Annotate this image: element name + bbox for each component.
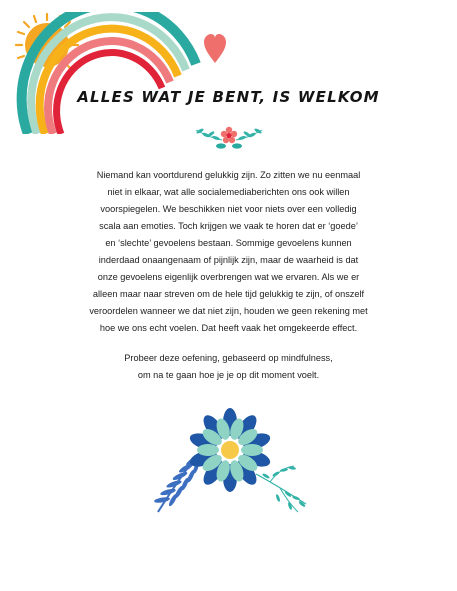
paragraph-line: alleen maar naar streven om de hele tijd gelukkig te zijn, of onszelf — [92, 289, 365, 299]
paragraph-line: scala aan emoties. Toch krijgen we vaak te horen dat er ‘goede’ — [99, 221, 358, 231]
rainbow-arcs — [22, 12, 196, 134]
paragraph-line: hoe we ons echt voelen. Dat heeft vaak het omgekeerde effect. — [99, 323, 358, 333]
paragraph-line: Niemand kan voortdurend gelukkig zijn. Zo zitten we nu eenmaal — [96, 170, 361, 180]
paragraph-line: veroordelen wanneer we dat niet zijn, houden we geen rekening met — [89, 306, 368, 316]
paragraph-line: onze gevoelens eigenlijk overbrengen wat we ervaren. Als we er — [97, 272, 360, 282]
flower-sprig-icon — [192, 124, 266, 152]
teal-sprig-icon — [256, 466, 306, 512]
paragraph-line: Probeer deze oefening, gebaseerd op mindfulness, — [124, 353, 333, 363]
exercise-paragraph — [60, 350, 397, 384]
large-flower-icon — [188, 408, 272, 492]
intro-paragraph — [60, 167, 397, 337]
paragraph-line: en ‘slechte’ gevoelens bestaan. Sommige gevoelens kunnen — [105, 238, 352, 248]
page-title: ALLES WAT JE BENT, IS WELKOM — [77, 88, 380, 106]
paragraph-line: voorspiegelen. We beschikken niet voor niets over een volledig — [100, 204, 357, 214]
flower-bouquet-icon — [148, 408, 314, 518]
heart-icon — [203, 33, 227, 65]
paragraph-line: om na te gaan hoe je je op dit moment voelt. — [137, 370, 320, 380]
paragraph-line: niet in elkaar, wat alle socialemediaberichten ons ook willen — [107, 187, 350, 197]
paragraph-line: inderdaad onaangenaam of pijnlijk zijn, maar de waarheid is dat — [98, 255, 359, 265]
rainbow-with-sun-icon — [14, 12, 214, 134]
